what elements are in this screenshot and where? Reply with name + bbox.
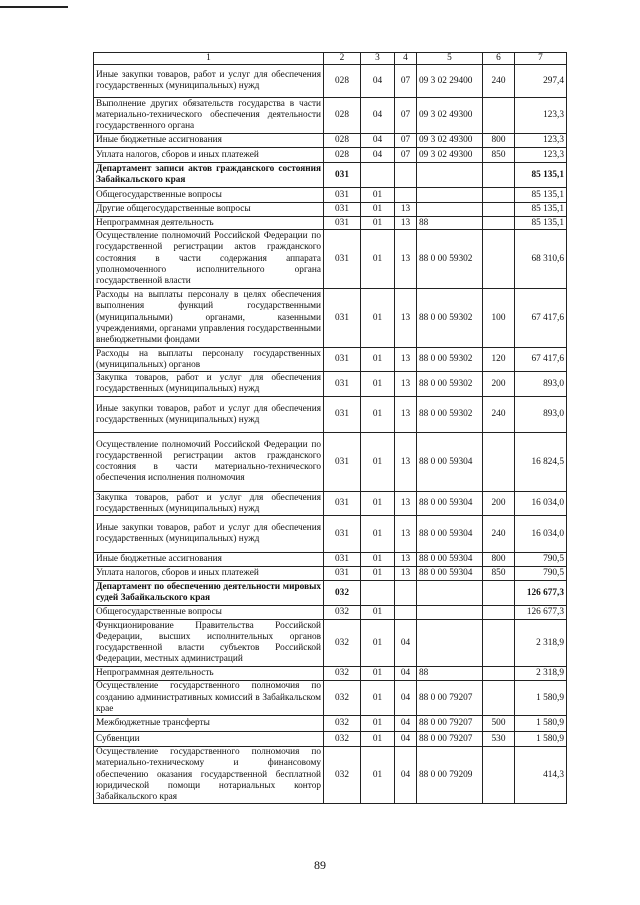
expense-type-cell: 800	[483, 134, 515, 148]
row-name-cell: Расходы на выплаты персоналу в целях обеспечения выполнения функций государственными (муниципальными) органами, казенными учреждениями, органами управления государственными внебюджетными фондами	[94, 289, 324, 348]
expense-type-cell: 850	[483, 148, 515, 163]
section-code-cell: 04	[361, 148, 395, 163]
target-article-cell: 09 3 02 49300	[417, 148, 483, 163]
expense-type-cell: 200	[483, 372, 515, 397]
target-article-cell	[417, 620, 483, 667]
header-cell: 3	[361, 53, 395, 65]
subsection-code-cell	[395, 606, 417, 620]
subsection-code-cell: 04	[395, 747, 417, 804]
target-article-cell: 88 0 00 79207	[417, 681, 483, 716]
amount-cell: 67 417,6	[515, 348, 567, 372]
expense-type-cell: 240	[483, 516, 515, 553]
admin-code-cell: 032	[324, 606, 361, 620]
top-rule	[0, 6, 68, 8]
subsection-code-cell: 07	[395, 98, 417, 134]
amount-cell: 68 310,6	[515, 230, 567, 289]
admin-code-cell: 031	[324, 188, 361, 203]
row-name-cell: Уплата налогов, сборов и иных платежей	[94, 148, 324, 163]
section-code-cell: 01	[361, 492, 395, 516]
amount-cell: 790,5	[515, 553, 567, 567]
table-row	[94, 681, 567, 716]
admin-code-cell: 032	[324, 732, 361, 747]
table-row	[94, 667, 567, 681]
section-code-cell: 01	[361, 667, 395, 681]
table-row	[94, 134, 567, 148]
subsection-code-cell: 04	[395, 667, 417, 681]
table-row	[94, 433, 567, 492]
admin-code-cell: 032	[324, 581, 361, 606]
table-row	[94, 492, 567, 516]
table-body	[94, 53, 567, 804]
amount-cell: 1 580,9	[515, 732, 567, 747]
row-name-cell: Функционирование Правительства Российской Федерации, высших исполнительных органов государственной власти субъектов Российской Федерации, местных администраций	[94, 620, 324, 667]
expense-type-cell: 100	[483, 289, 515, 348]
target-article-cell: 88 0 00 79207	[417, 732, 483, 747]
admin-code-cell: 032	[324, 681, 361, 716]
amount-cell: 414,3	[515, 747, 567, 804]
subsection-code-cell: 13	[395, 553, 417, 567]
header-cell: 2	[324, 53, 361, 65]
subsection-code-cell: 13	[395, 289, 417, 348]
table-row	[94, 747, 567, 804]
admin-code-cell: 031	[324, 348, 361, 372]
admin-code-cell: 031	[324, 230, 361, 289]
amount-cell: 2 318,9	[515, 620, 567, 667]
target-article-cell: 88 0 00 59302	[417, 348, 483, 372]
amount-cell: 16 034,0	[515, 492, 567, 516]
target-article-cell: 88 0 00 59302	[417, 289, 483, 348]
section-code-cell: 01	[361, 348, 395, 372]
header-row	[94, 53, 567, 65]
subsection-code-cell: 13	[395, 372, 417, 397]
header-cell: 4	[395, 53, 417, 65]
section-code-cell: 01	[361, 681, 395, 716]
row-name-cell: Общегосударственные вопросы	[94, 606, 324, 620]
target-article-cell: 88 0 00 79207	[417, 716, 483, 732]
admin-code-cell: 031	[324, 553, 361, 567]
subsection-code-cell: 13	[395, 433, 417, 492]
header-cell: 7	[515, 53, 567, 65]
subsection-code-cell: 13	[395, 230, 417, 289]
table-row	[94, 217, 567, 230]
amount-cell: 2 318,9	[515, 667, 567, 681]
admin-code-cell: 032	[324, 620, 361, 667]
expense-type-cell: 800	[483, 553, 515, 567]
row-name-cell: Непрограммная деятельность	[94, 217, 324, 230]
admin-code-cell: 031	[324, 217, 361, 230]
section-code-cell: 01	[361, 433, 395, 492]
admin-code-cell: 031	[324, 372, 361, 397]
admin-code-cell: 028	[324, 148, 361, 163]
amount-cell: 16 034,0	[515, 516, 567, 553]
section-code-cell: 01	[361, 372, 395, 397]
amount-cell: 16 824,5	[515, 433, 567, 492]
expense-type-cell	[483, 217, 515, 230]
admin-code-cell: 032	[324, 716, 361, 732]
amount-cell: 1 580,9	[515, 716, 567, 732]
table-row	[94, 65, 567, 98]
subsection-code-cell: 07	[395, 134, 417, 148]
target-article-cell	[417, 581, 483, 606]
section-code-cell	[361, 581, 395, 606]
row-name-cell: Осуществление полномочий Российской Федерации по государственной регистрации актов гражданского состояния в части материально-технического обеспечения исполнения полномочия	[94, 433, 324, 492]
target-article-cell: 88 0 00 59304	[417, 516, 483, 553]
table-row	[94, 397, 567, 433]
admin-code-cell: 032	[324, 747, 361, 804]
subsection-code-cell: 13	[395, 397, 417, 433]
expense-type-cell	[483, 620, 515, 667]
expense-type-cell	[483, 230, 515, 289]
row-name-cell: Иные закупки товаров, работ и услуг для обеспечения государственных (муниципальных) нужд	[94, 65, 324, 98]
section-code-cell: 01	[361, 397, 395, 433]
table-row	[94, 230, 567, 289]
row-name-cell: Осуществление государственного полномочия по созданию административных комиссий в Забайкальском крае	[94, 681, 324, 716]
amount-cell: 85 135,1	[515, 217, 567, 230]
row-name-cell: Субвенции	[94, 732, 324, 747]
section-code-cell: 01	[361, 732, 395, 747]
row-name-cell: Департамент записи актов гражданского состояния Забайкальского края	[94, 163, 324, 188]
expense-type-cell	[483, 163, 515, 188]
subsection-code-cell: 13	[395, 217, 417, 230]
admin-code-cell: 031	[324, 492, 361, 516]
page-number: 89	[314, 858, 326, 872]
expense-type-cell	[483, 667, 515, 681]
table-row	[94, 348, 567, 372]
row-name-cell: Другие общегосударственные вопросы	[94, 203, 324, 217]
section-code-cell: 01	[361, 230, 395, 289]
amount-cell: 297,4	[515, 65, 567, 98]
target-article-cell: 88 0 00 59304	[417, 492, 483, 516]
amount-cell: 85 135,1	[515, 203, 567, 217]
admin-code-cell: 031	[324, 289, 361, 348]
target-article-cell: 88 0 00 59302	[417, 372, 483, 397]
header-cell: 5	[417, 53, 483, 65]
amount-cell: 85 135,1	[515, 188, 567, 203]
expense-type-cell: 500	[483, 716, 515, 732]
target-article-cell: 88	[417, 667, 483, 681]
section-code-cell: 01	[361, 620, 395, 667]
admin-code-cell: 032	[324, 667, 361, 681]
admin-code-cell: 031	[324, 567, 361, 581]
target-article-cell: 88 0 00 79209	[417, 747, 483, 804]
section-code-cell: 01	[361, 289, 395, 348]
amount-cell: 85 135,1	[515, 163, 567, 188]
row-name-cell: Иные закупки товаров, работ и услуг для обеспечения государственных (муниципальных) нужд	[94, 516, 324, 553]
target-article-cell	[417, 188, 483, 203]
row-name-cell: Непрограммная деятельность	[94, 667, 324, 681]
subsection-code-cell	[395, 581, 417, 606]
expense-type-cell	[483, 747, 515, 804]
row-name-cell: Иные бюджетные ассигнования	[94, 134, 324, 148]
subsection-code-cell: 04	[395, 732, 417, 747]
admin-code-cell: 031	[324, 516, 361, 553]
admin-code-cell: 031	[324, 397, 361, 433]
target-article-cell: 88 0 00 59302	[417, 397, 483, 433]
admin-code-cell: 031	[324, 163, 361, 188]
table-row	[94, 581, 567, 606]
row-name-cell: Выполнение других обязательств государства в части материально-технического обеспечения деятельности государственного органа	[94, 98, 324, 134]
target-article-cell: 88 0 00 59304	[417, 567, 483, 581]
section-code-cell	[361, 163, 395, 188]
row-name-cell: Осуществление полномочий Российской Федерации по государственной регистрации актов гражданского состояния в части содержания аппарата уполномоченного исполнительного органа государственной власти	[94, 230, 324, 289]
expense-type-cell	[483, 606, 515, 620]
table-row	[94, 188, 567, 203]
subsection-code-cell: 04	[395, 681, 417, 716]
expense-type-cell: 240	[483, 397, 515, 433]
table-row	[94, 516, 567, 553]
table-row	[94, 620, 567, 667]
target-article-cell: 88 0 00 59304	[417, 433, 483, 492]
admin-code-cell: 031	[324, 433, 361, 492]
table-row	[94, 289, 567, 348]
row-name-cell: Межбюджетные трансферты	[94, 716, 324, 732]
section-code-cell: 01	[361, 217, 395, 230]
expense-type-cell: 530	[483, 732, 515, 747]
target-article-cell: 88 0 00 59304	[417, 553, 483, 567]
admin-code-cell: 028	[324, 134, 361, 148]
target-article-cell	[417, 606, 483, 620]
section-code-cell: 01	[361, 203, 395, 217]
subsection-code-cell: 13	[395, 203, 417, 217]
budget-table	[93, 52, 567, 804]
subsection-code-cell: 07	[395, 65, 417, 98]
admin-code-cell: 031	[324, 203, 361, 217]
expense-type-cell: 200	[483, 492, 515, 516]
table-row	[94, 148, 567, 163]
subsection-code-cell: 07	[395, 148, 417, 163]
header-cell: 6	[483, 53, 515, 65]
row-name-cell: Общегосударственные вопросы	[94, 188, 324, 203]
section-code-cell: 01	[361, 716, 395, 732]
table-row	[94, 163, 567, 188]
target-article-cell: 09 3 02 49300	[417, 98, 483, 134]
target-article-cell: 88 0 00 59302	[417, 230, 483, 289]
row-name-cell: Иные закупки товаров, работ и услуг для обеспечения государственных (муниципальных) нужд	[94, 397, 324, 433]
expense-type-cell	[483, 203, 515, 217]
expense-type-cell	[483, 433, 515, 492]
section-code-cell: 01	[361, 567, 395, 581]
row-name-cell: Уплата налогов, сборов и иных платежей	[94, 567, 324, 581]
table-row	[94, 98, 567, 134]
header-cell: 1	[94, 53, 324, 65]
expense-type-cell: 120	[483, 348, 515, 372]
admin-code-cell: 028	[324, 98, 361, 134]
section-code-cell: 01	[361, 553, 395, 567]
section-code-cell: 01	[361, 606, 395, 620]
amount-cell: 123,3	[515, 98, 567, 134]
row-name-cell: Осуществление государственного полномочия по материально-техническому и финансовому обеспечению оказания государственной бесплатной юридической помощи нотариальных контор Забайкальского края	[94, 747, 324, 804]
amount-cell: 126 677,3	[515, 581, 567, 606]
expense-type-cell	[483, 98, 515, 134]
amount-cell: 893,0	[515, 372, 567, 397]
amount-cell: 126 677,3	[515, 606, 567, 620]
amount-cell: 123,3	[515, 148, 567, 163]
table-row	[94, 716, 567, 732]
subsection-code-cell: 04	[395, 620, 417, 667]
table-row	[94, 203, 567, 217]
amount-cell: 123,3	[515, 134, 567, 148]
subsection-code-cell: 13	[395, 567, 417, 581]
amount-cell: 893,0	[515, 397, 567, 433]
row-name-cell: Иные бюджетные ассигнования	[94, 553, 324, 567]
row-name-cell: Департамент по обеспечению деятельности мировых судей Забайкальского края	[94, 581, 324, 606]
section-code-cell: 01	[361, 747, 395, 804]
section-code-cell: 04	[361, 98, 395, 134]
table-row	[94, 553, 567, 567]
target-article-cell	[417, 163, 483, 188]
section-code-cell: 04	[361, 134, 395, 148]
expense-type-cell	[483, 681, 515, 716]
target-article-cell: 88	[417, 217, 483, 230]
table-row	[94, 567, 567, 581]
row-name-cell: Закупка товаров, работ и услуг для обеспечения государственных (муниципальных) нужд	[94, 372, 324, 397]
table-row	[94, 372, 567, 397]
expense-type-cell	[483, 581, 515, 606]
subsection-code-cell: 04	[395, 716, 417, 732]
table-row	[94, 606, 567, 620]
row-name-cell: Расходы на выплаты персоналу государственных (муниципальных) органов	[94, 348, 324, 372]
amount-cell: 1 580,9	[515, 681, 567, 716]
admin-code-cell: 028	[324, 65, 361, 98]
target-article-cell	[417, 203, 483, 217]
amount-cell: 790,5	[515, 567, 567, 581]
subsection-code-cell: 13	[395, 492, 417, 516]
expense-type-cell: 240	[483, 65, 515, 98]
section-code-cell: 04	[361, 65, 395, 98]
expense-type-cell: 850	[483, 567, 515, 581]
subsection-code-cell	[395, 163, 417, 188]
amount-cell: 67 417,6	[515, 289, 567, 348]
target-article-cell: 09 3 02 29400	[417, 65, 483, 98]
expense-type-cell	[483, 188, 515, 203]
row-name-cell: Закупка товаров, работ и услуг для обеспечения государственных (муниципальных) нужд	[94, 492, 324, 516]
section-code-cell: 01	[361, 188, 395, 203]
target-article-cell: 09 3 02 49300	[417, 134, 483, 148]
subsection-code-cell: 13	[395, 348, 417, 372]
subsection-code-cell: 13	[395, 516, 417, 553]
table-row	[94, 732, 567, 747]
subsection-code-cell	[395, 188, 417, 203]
section-code-cell: 01	[361, 516, 395, 553]
